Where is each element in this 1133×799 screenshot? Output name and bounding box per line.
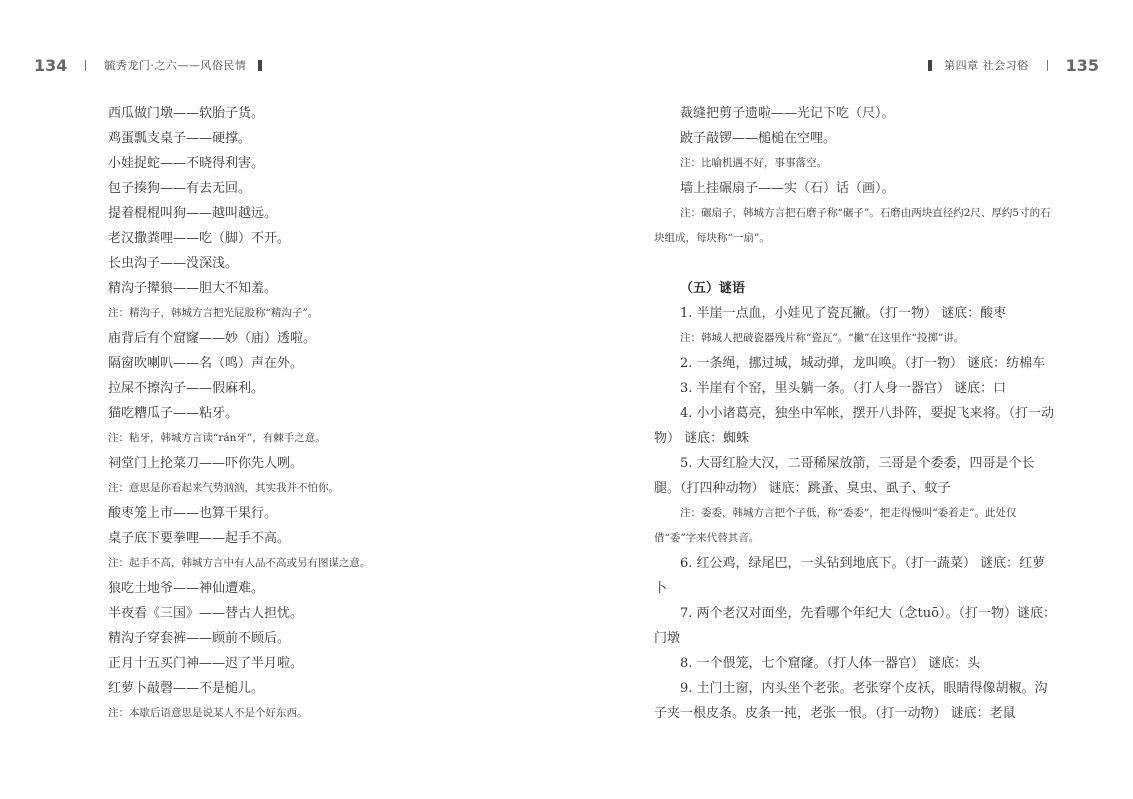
proverb-line: 庙背后有个窟窿——妙（庙）透啦。 <box>108 331 317 346</box>
riddle-item: 9. 土门土窗，内头坐个老张。老张穿个皮袄，眼睛得像胡椒。沟子夹一根皮条。皮条一扽，老张一恨。（打一动物） 谜底：老鼠 <box>654 681 1048 721</box>
riddle-item: 1. 半崖一点血，小娃见了瓷瓦撇。（打一物） 谜底：酸枣 <box>680 306 1007 321</box>
proverb-line: 隔窗吹喇叭——名（鸣）声在外。 <box>108 356 304 371</box>
proverb-line: 长虫沟子——没深浅。 <box>108 256 239 271</box>
riddle-item: 4. 小小诸葛亮，独坐中军帐，摆开八卦阵，要捉飞来将。（打一动物） 谜底：蜘蛛 <box>654 406 1055 446</box>
proverb-line: 鸡蛋瓢支桌子——硬撑。 <box>108 131 252 146</box>
right-page-number: 135 <box>1065 55 1099 75</box>
note-line: 注：精沟子，韩城方言把光屁股称“精沟子”。 <box>108 307 319 319</box>
proverb-line: 跛子敲锣——槌槌在空哩。 <box>680 131 837 146</box>
proverb-line: 精沟子撵狼——胆大不知羞。 <box>108 281 278 296</box>
riddle-item: 2. 一条绳，挪过城，城动弹，龙叫唤。（打一物） 谜底：纺棉车 <box>680 356 1046 371</box>
header-bar-mark <box>258 60 262 71</box>
left-running-title: 毓秀龙门·之六——风俗民情 <box>104 59 247 72</box>
left-page-number: 134 <box>34 55 68 75</box>
note-paragraph: 注：委委，韩城方言把个子低，称“委委”，把走得慢叫“委着走”。此处仅借“委”字来代替其音。 <box>654 507 1017 544</box>
note-line: 注：比喻机遇不好，事事落空。 <box>680 157 827 169</box>
proverb-line: 小娃捉蛇——不晓得利害。 <box>108 156 265 171</box>
proverb-line: 红萝卜敲磬——不是槌儿。 <box>108 681 265 696</box>
note-line: 注：本歇后语意思是说某人不是个好东西。 <box>108 707 308 719</box>
header-divider <box>1047 60 1048 71</box>
section-heading: （五）谜语 <box>680 281 746 296</box>
proverb-line: 包子揍狗——有去无回。 <box>108 181 252 196</box>
proverb-line: 精沟子穿套裤——顾前不顾后。 <box>108 631 291 646</box>
proverb-line: 正月十五买门神——迟了半月啦。 <box>108 656 304 671</box>
note-line: 注：起手不高，韩城方言中有人品不高或另有图谋之意。 <box>108 557 371 569</box>
right-page-body <box>654 101 1058 726</box>
proverb-line: 墙上挂碾扇子——实（石）话（画）。 <box>680 181 895 196</box>
riddle-item: 3. 半崖有个窑，里头躺一条。（打人身一器官） 谜底：口 <box>680 381 1007 396</box>
proverb-line: 裁缝把剪子遗啦——光记下吃（尺）。 <box>680 106 895 121</box>
proverb-line: 桌子底下要拳哩——起手不高。 <box>108 531 291 546</box>
proverb-line: 狼吃土地爷——神仙遭难。 <box>108 581 265 596</box>
header-bar-mark <box>928 60 932 71</box>
header-divider <box>85 60 86 71</box>
proverb-line: 拉屎不擦沟子——假麻利。 <box>108 381 265 396</box>
proverb-line: 猫吃糟瓜子——粘牙。 <box>108 406 239 421</box>
proverb-line: 酸枣笼上市——也算干果行。 <box>108 506 278 521</box>
riddle-item: 5. 大哥红脸大汉，二哥稀屎放箭，三哥是个委委，四哥是个长腿。（打四种动物） 谜底：跳蚤、臭虫、虱子、蚊子 <box>654 456 1035 496</box>
proverb-line: 提着棍棍叫狗——越叫越远。 <box>108 206 278 221</box>
note-line: 注：意思是你看起来气势汹汹，其实我并不怕你。 <box>108 482 339 494</box>
proverb-line: 老汉撒粪哩——吃（脚）不开。 <box>108 231 291 246</box>
right-page-header <box>916 54 1099 76</box>
note-paragraph: 注：碾扇子，韩城方言把石磨子称“碾子”。石磨由两块直径约2尺、厚约5寸的石块组成，每块称“一扇”。 <box>654 207 1051 244</box>
left-page-body <box>108 101 528 726</box>
riddle-item: 7. 两个老汉对面坐，先看哪个年纪大（念tuō）。（打一物）谜底：门墩 <box>654 606 1056 646</box>
riddle-item: 8. 一个偎笼，七个窟窿。（打人体一器官） 谜底：头 <box>680 656 981 671</box>
riddle-item: 6. 红公鸡，绿尾巴，一头钻到地底下。（打一蔬菜） 谜底：红萝卜 <box>654 556 1046 596</box>
proverb-line: 祠堂门上抡菜刀——吓你先人咧。 <box>108 456 304 471</box>
note-line: 注：粘牙，韩城方言读“rán牙”，有棘手之意。 <box>108 432 326 444</box>
proverb-line: 西瓜做门墩——软胎子货。 <box>108 106 265 121</box>
left-page-header <box>34 54 274 76</box>
note-line: 注：韩城人把破瓷器残片称“瓷瓦”。“撇”在这里作“投掷”讲。 <box>680 332 965 344</box>
right-running-title: 第四章 社会习俗 <box>944 59 1029 72</box>
proverb-line: 半夜看《三国》——替古人担忧。 <box>108 606 304 621</box>
